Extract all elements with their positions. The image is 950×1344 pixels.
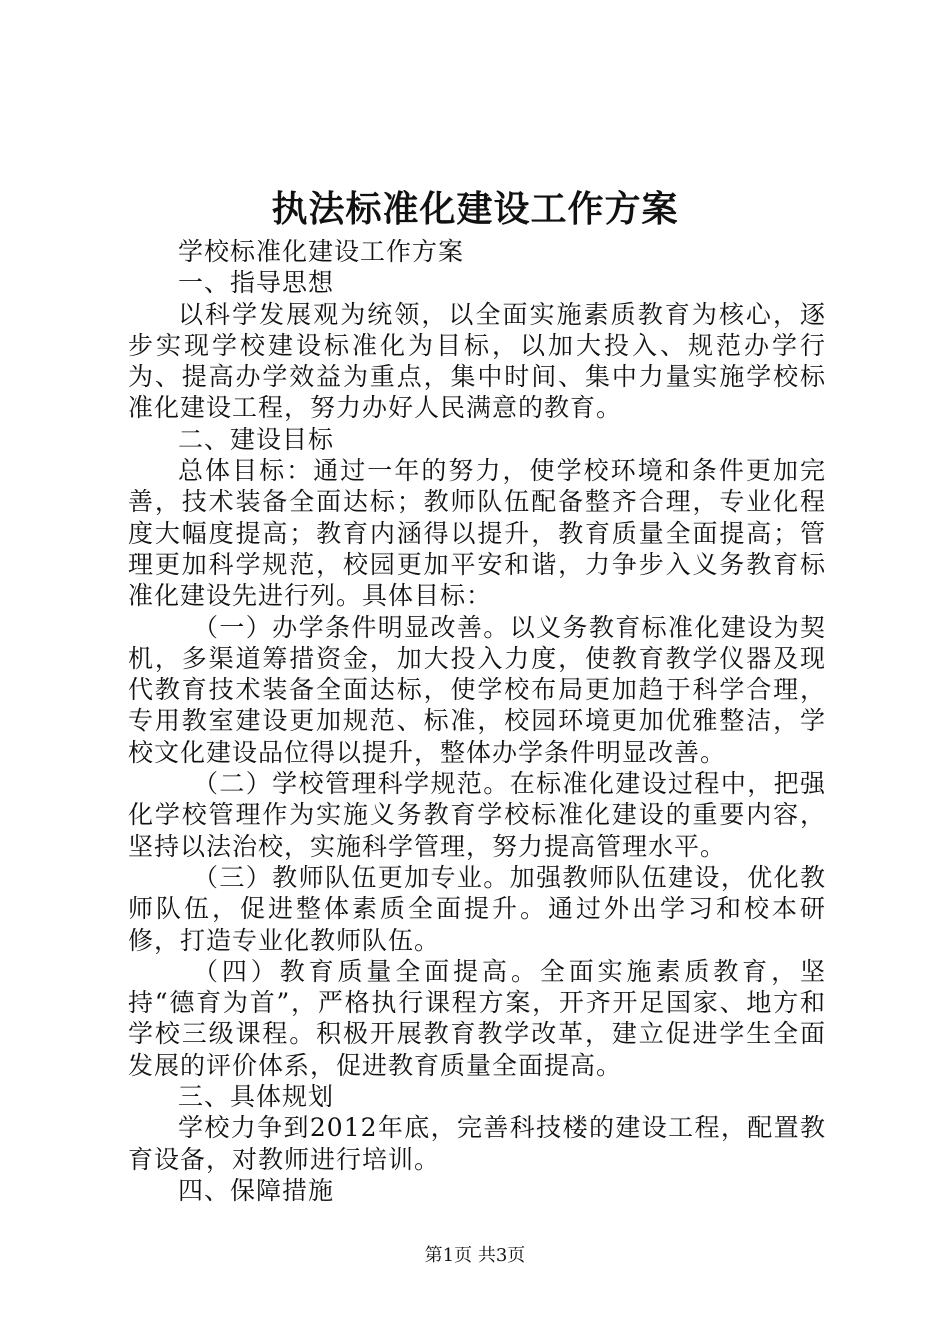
goal-item-2: （二）学校管理科学规范。在标准化建设过程中，把强化学校管理作为实施义务教育学校标准化建设的重要内容，坚持以法治校，实施科学管理，努力提高管理水平。 xyxy=(128,769,826,861)
section-heading-specific-plan: 三、具体规划 xyxy=(178,1082,335,1112)
goal-item-4: （四）教育质量全面提高。全面实施素质教育，坚持“德育为首”，严格执行课程方案，开齐开足国家、地方和学校三级课程。积极开展教育教学改革，建立促进学生全面发展的评价体系，促进教育质量全面提高。 xyxy=(128,956,826,1080)
goal-item-1: （一）办学条件明显改善。以义务教育标准化建设为契机，多渠道筹措资金，加大投入力度，使教育教学仪器及现代教育技术装备全面达标，使学校布局更加趋于科学合理，专用教室建设更加规范、标准，校园环境更加优雅整洁，学校文化建设品位得以提升，整体办学条件明显改善。 xyxy=(128,612,826,767)
goal-item-3: （三）教师队伍更加专业。加强教师队伍建设，优化教师队伍，促进整体素质全面提升。通过外出学习和校本研修，打造专业化教师队伍。 xyxy=(128,862,826,955)
body-paragraph: 总体目标：通过一年的努力，使学校环境和条件更加完善，技术装备全面达标；教师队伍配备整齐合理，专业化程度大幅度提高；教育内涵得以提升，教育质量全面提高；管理更加科学规范，校园更加平安和谐，力争步入义务教育标准化建设先进行列。具体目标： xyxy=(128,456,826,611)
subtitle-paragraph: 学校标准化建设工作方案 xyxy=(178,237,465,266)
document-title: 执法标准化建设工作方案 xyxy=(271,188,679,230)
body-paragraph: 以科学发展观为统领，以全面实施素质教育为核心，逐步实现学校建设标准化为目标，以加大投入、规范办学行为、提高办学效益为重点，集中时间、集中力量实施学校标准化建设工程，努力办好人民满意的教育。 xyxy=(128,299,826,423)
page-footer: 第1页 共3页 xyxy=(424,1245,526,1266)
document-body xyxy=(128,236,826,1206)
section-heading-guiding-ideology: 一、指导思想 xyxy=(178,268,335,298)
section-heading-construction-goals: 二、建设目标 xyxy=(178,424,335,454)
body-paragraph: 学校力争到2012年底，完善科技楼的建设工程，配置教育设备，对教师进行培训。 xyxy=(128,1113,826,1174)
section-heading-safeguards: 四、保障措施 xyxy=(178,1175,335,1205)
